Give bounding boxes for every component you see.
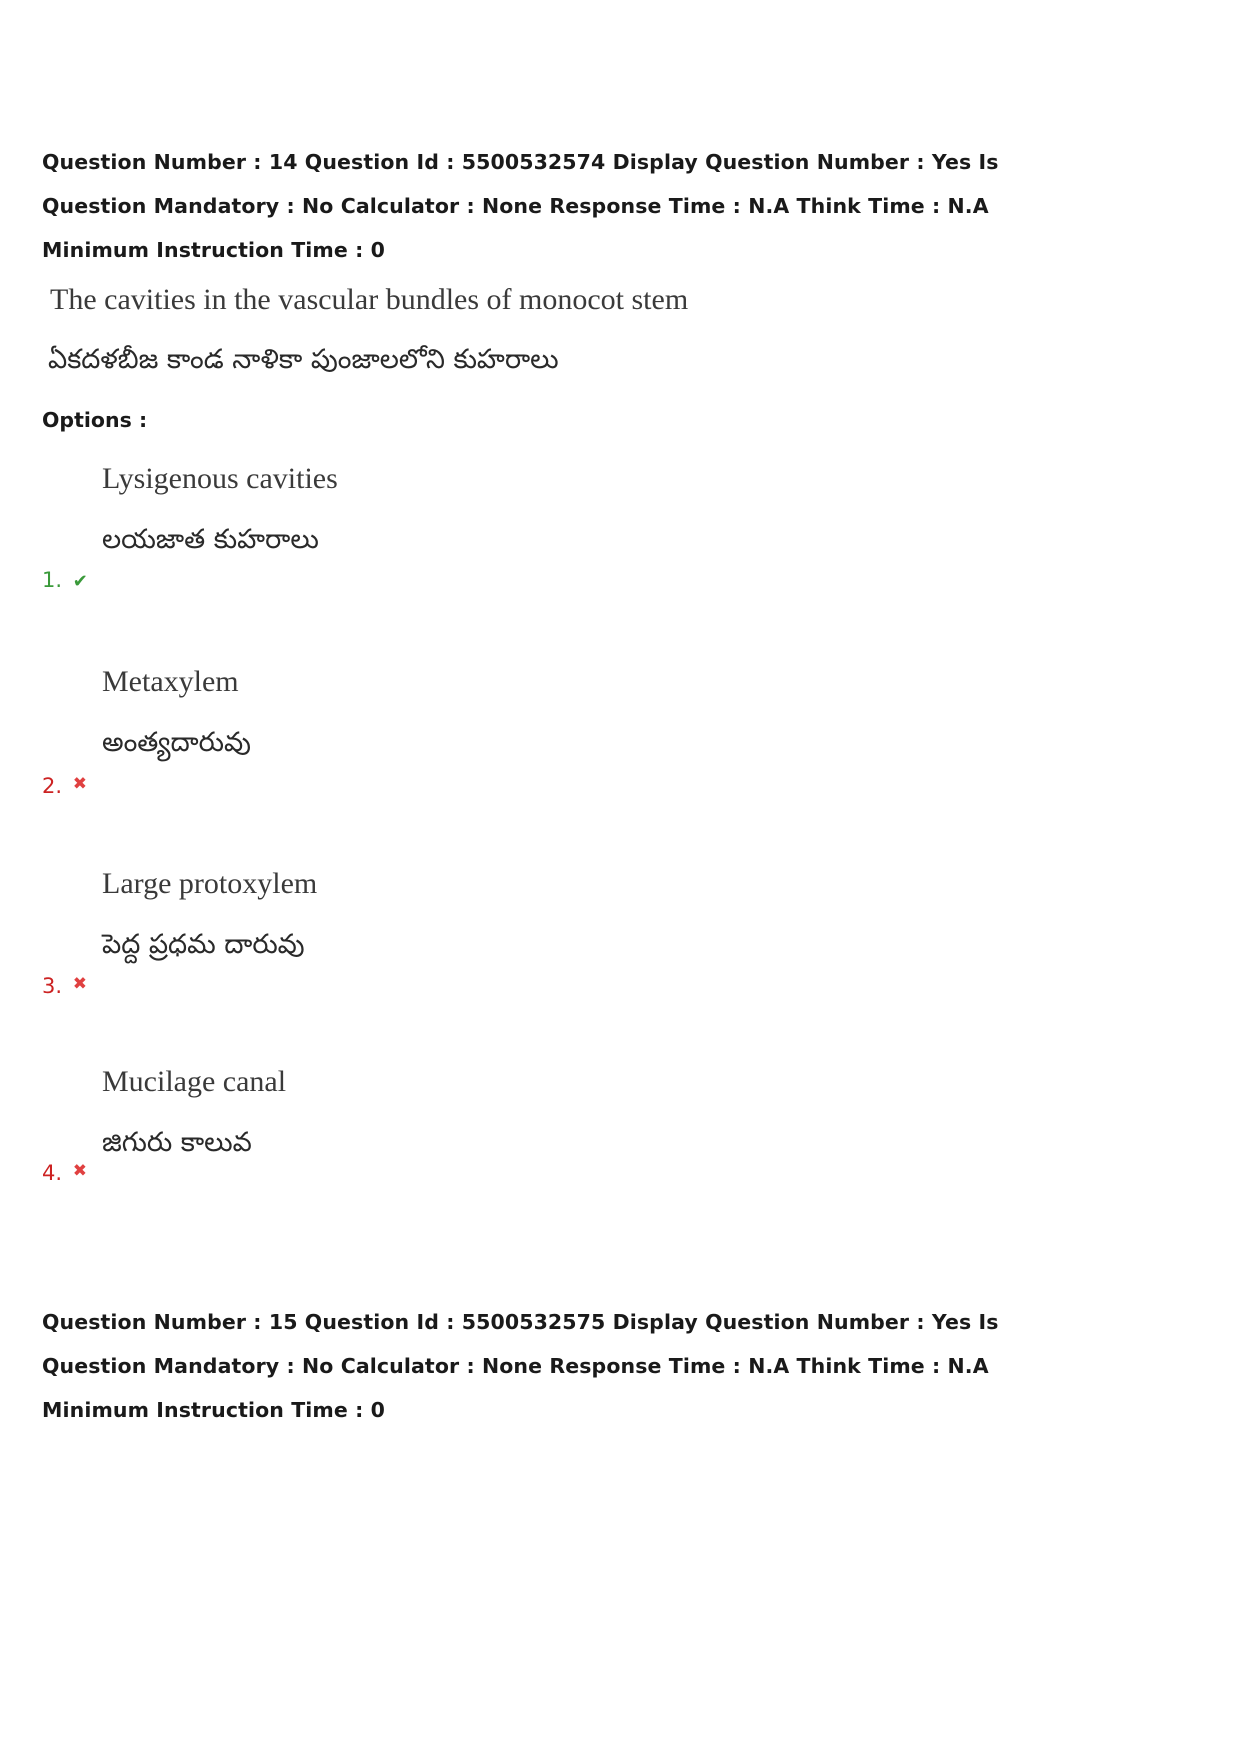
option-3: [0, 867, 1102, 1027]
check-icon: ✔: [72, 571, 88, 592]
option-text-english: Mucilage canal: [102, 1065, 287, 1098]
option-text-telugu: జిగురు కాలువ: [102, 1127, 252, 1158]
option-marker: [42, 772, 87, 798]
question-header: Question Number : 14 Question Id : 5500532574 Display Question Number : Yes Is Question Mandatory : No Calculator : None Response Time : N.A Think Time : N.A Minimum Instruction Time : 0: [42, 150, 999, 262]
option-text-english: Lysigenous cavities: [102, 462, 338, 495]
option-number: 2.: [42, 774, 63, 798]
option-2: [0, 665, 1102, 825]
cross-icon: ✖: [72, 1161, 87, 1181]
option-marker: [42, 568, 88, 594]
cross-icon: ✖: [72, 974, 87, 994]
question-header: Question Number : 15 Question Id : 5500532575 Display Question Number : Yes Is Question Mandatory : No Calculator : None Response Time : N.A Think Time : N.A Minimum Instruction Time : 0: [42, 1310, 999, 1422]
option-1: [0, 462, 1102, 622]
option-text-telugu: అంత్యదారువు: [102, 727, 251, 758]
option-number: 1.: [42, 568, 63, 592]
option-4: [0, 1065, 1102, 1225]
option-text-telugu: పెద్ద ప్రధమ దారువు: [102, 929, 305, 960]
options-label: Options :: [42, 408, 148, 432]
option-text-english: Large protoxylem: [102, 867, 318, 900]
option-number: 3.: [42, 974, 63, 998]
question-text-telugu: ఏకదళబీజ కాండ నాళికా పుంజాలలోని కుహరాలు: [48, 344, 559, 375]
cross-icon: ✖: [72, 774, 87, 794]
option-text-telugu: లయజాత కుహరాలు: [102, 524, 319, 555]
option-text-english: Metaxylem: [102, 665, 239, 698]
option-marker: [42, 972, 87, 998]
question-text-english: The cavities in the vascular bundles of monocot stem: [50, 283, 689, 316]
option-marker: [42, 1159, 87, 1185]
option-number: 4.: [42, 1161, 63, 1185]
